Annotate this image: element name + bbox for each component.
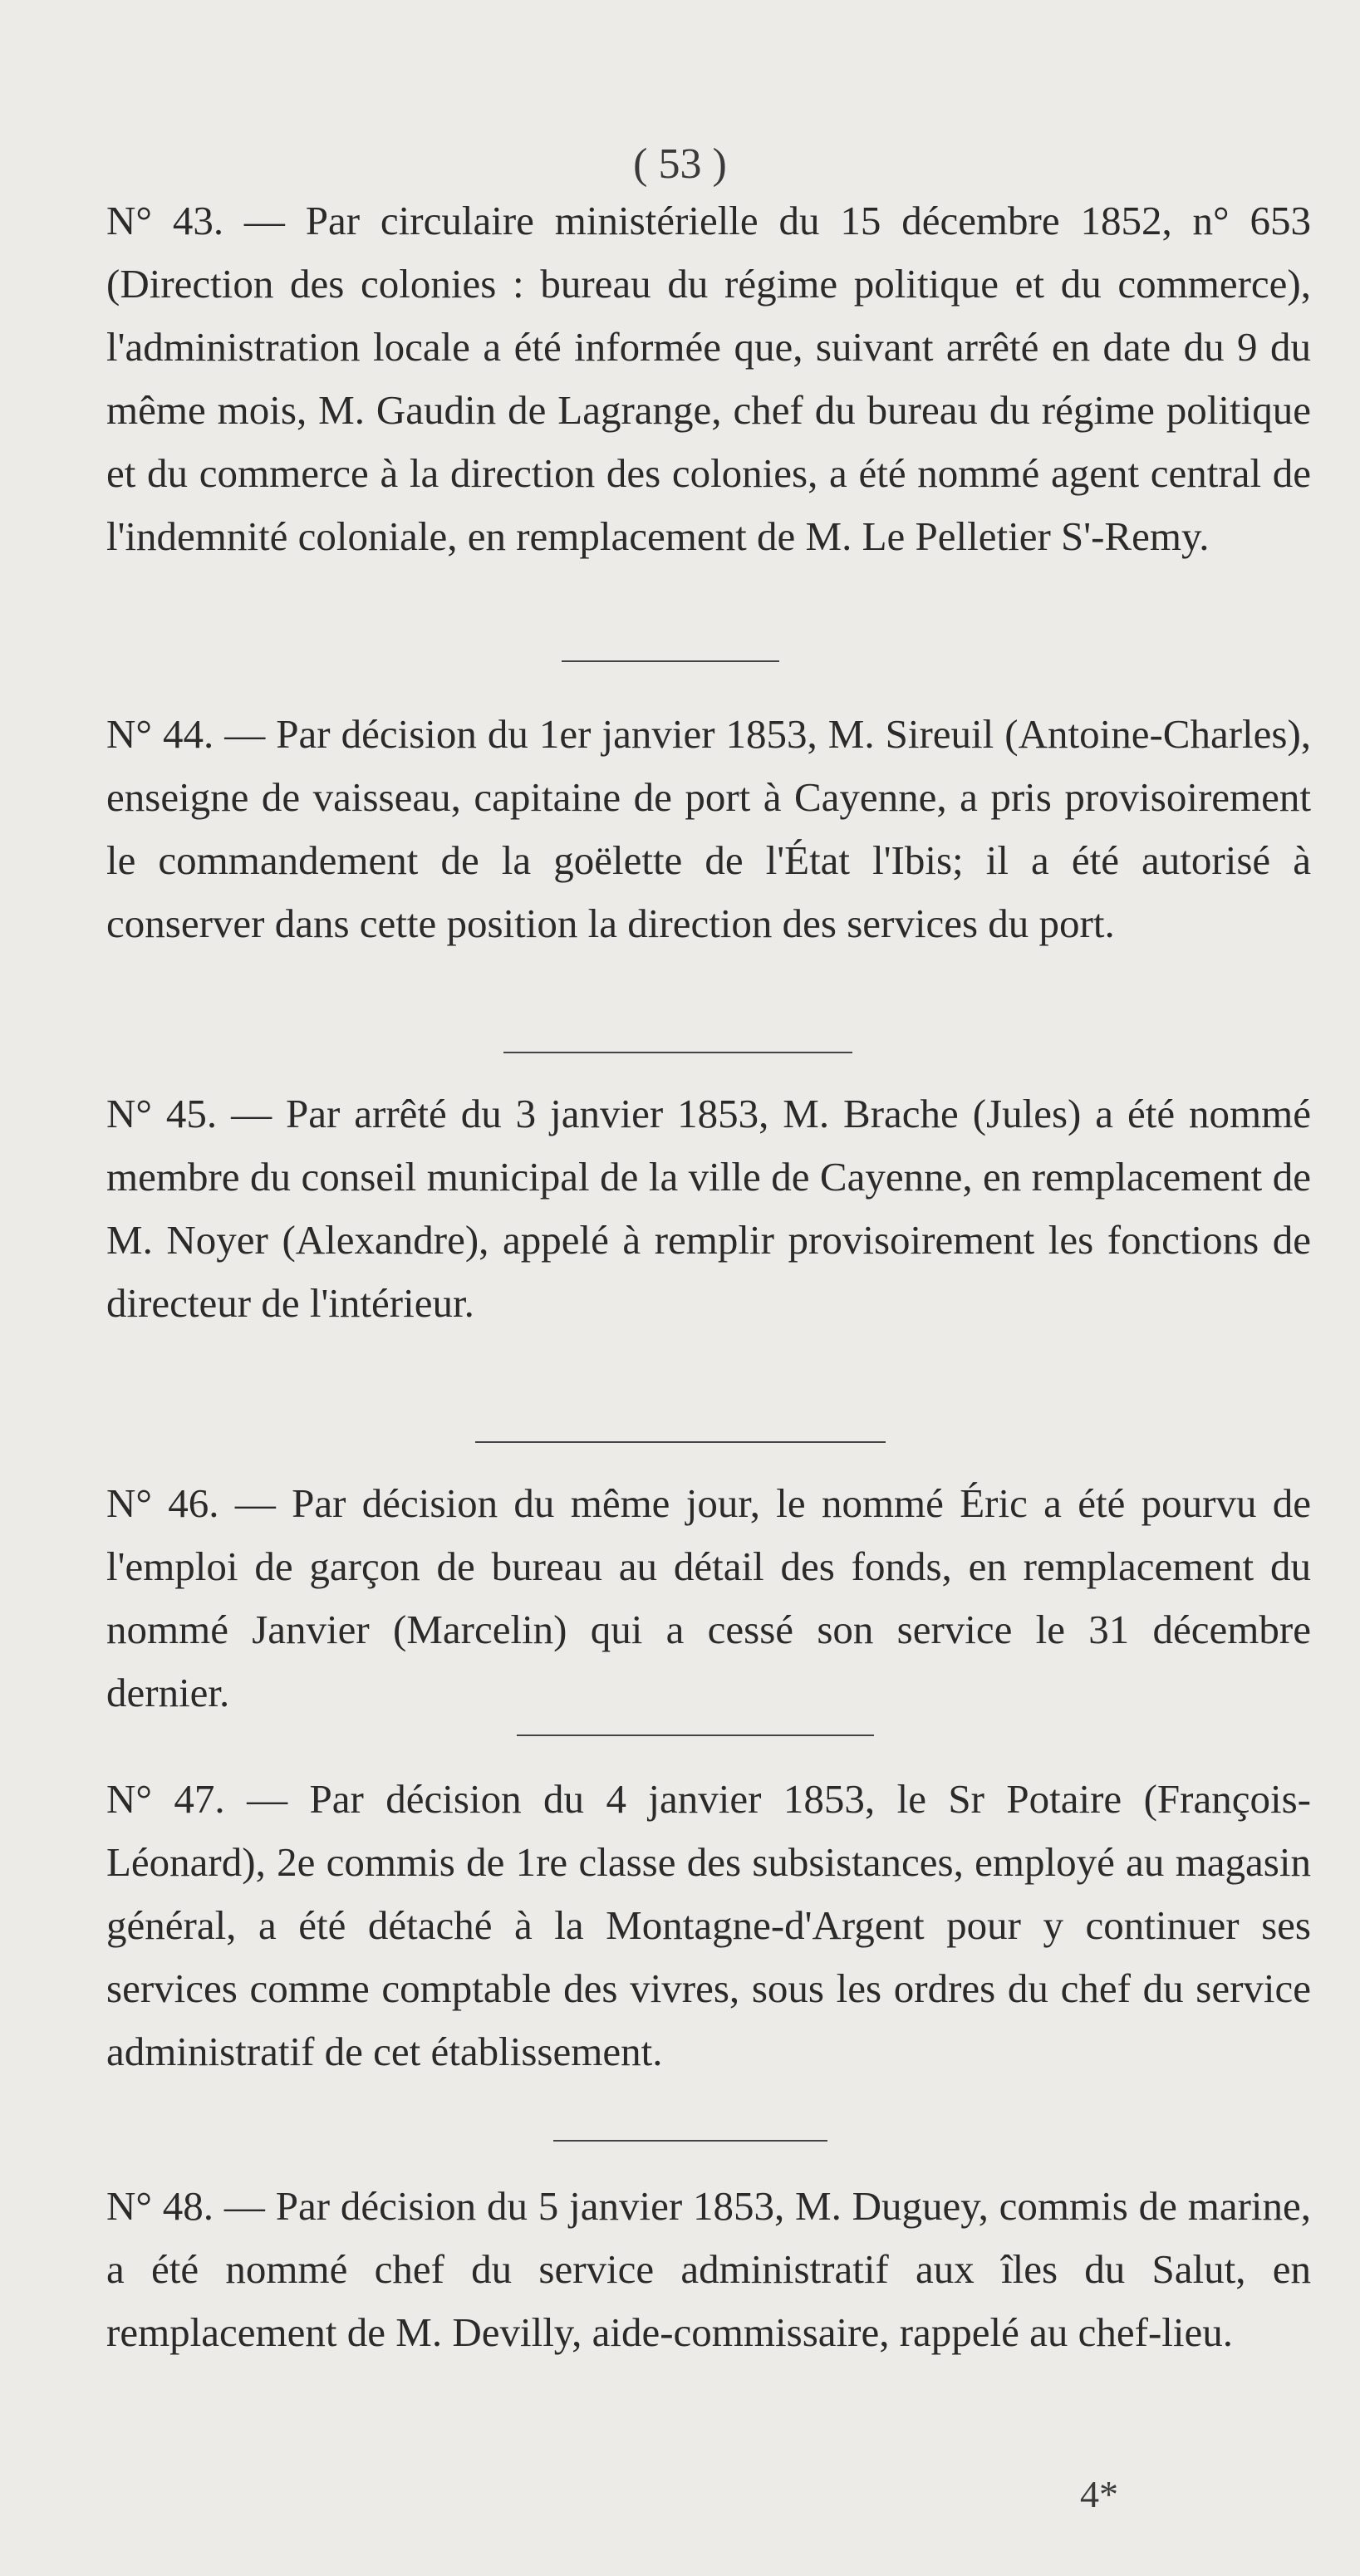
page-number: ( 53 ) <box>633 140 727 188</box>
entry-text: — Par décision du 4 janvier 1853, le Sr Potaire (François-Léonard), 2e commis de 1re classe des subsistances, employé au magasin général, a été détaché à la Montagne-d'Argent pour y continuer ses services comme comptable des vivres, sous les ordres du chef du service administratif de cet établissement. <box>106 1776 1311 2074</box>
entry-number: N° 44. <box>106 711 214 757</box>
separator-rule <box>553 2140 827 2142</box>
entry-text: — Par circulaire ministérielle du 15 décembre 1852, n° 653 (Direction des colonies : bureau du régime politique et du commerce), l'administration locale a été informée que, suivant arrêté en date du 9 du même mois, M. Gaudin de Lagrange, chef du bureau du régime politique et du commerce à la direction des colonies, a été nommé agent central de l'indemnité coloniale, en remplacement de M. Le Pelletier S'-Remy. <box>106 198 1311 559</box>
separator-rule <box>517 1735 874 1736</box>
entry-number: N° 48. <box>106 2183 214 2229</box>
entry-45 <box>106 1082 1311 1335</box>
entry-43 <box>106 189 1311 568</box>
entry-number: N° 47. <box>106 1776 225 1822</box>
entry-44 <box>106 703 1311 955</box>
entry-48 <box>106 2175 1311 2364</box>
entry-text: — Par décision du 1er janvier 1853, M. Sireuil (Antoine-Charles), enseigne de vaisseau, capitaine de port à Cayenne, a pris provisoirement le commandement de la goëlette de l'État l'Ibis; il a été autorisé à conserver dans cette position la direction des services du port. <box>106 711 1312 946</box>
entry-47 <box>106 1768 1311 2083</box>
signature-mark: 4* <box>1080 2473 1118 2515</box>
entry-text: — Par décision du 5 janvier 1853, M. Duguey, commis de marine, a été nommé chef du service administratif aux îles du Salut, en remplacement de M. Devilly, aide-commissaire, rappelé au chef-lieu. <box>106 2183 1312 2355</box>
separator-rule <box>475 1441 886 1443</box>
entry-46 <box>106 1472 1311 1725</box>
entry-number: N° 46. <box>106 1480 219 1526</box>
entry-number: N° 45. <box>106 1091 218 1136</box>
separator-rule <box>562 660 779 662</box>
entry-text: — Par décision du même jour, le nommé Éric a été pourvu de l'emploi de garçon de bureau au détail des fonds, en remplacement du nommé Janvier (Marcelin) qui a cessé son service le 31 décembre dernier. <box>106 1480 1311 1715</box>
entry-number: N° 43. <box>106 198 224 243</box>
separator-rule <box>503 1052 852 1053</box>
entry-text: — Par arrêté du 3 janvier 1853, M. Brache (Jules) a été nommé membre du conseil municipal de la ville de Cayenne, en remplacement de M. Noyer (Alexandre), appelé à remplir provisoirement les fonctions de directeur de l'intérieur. <box>106 1091 1311 1326</box>
